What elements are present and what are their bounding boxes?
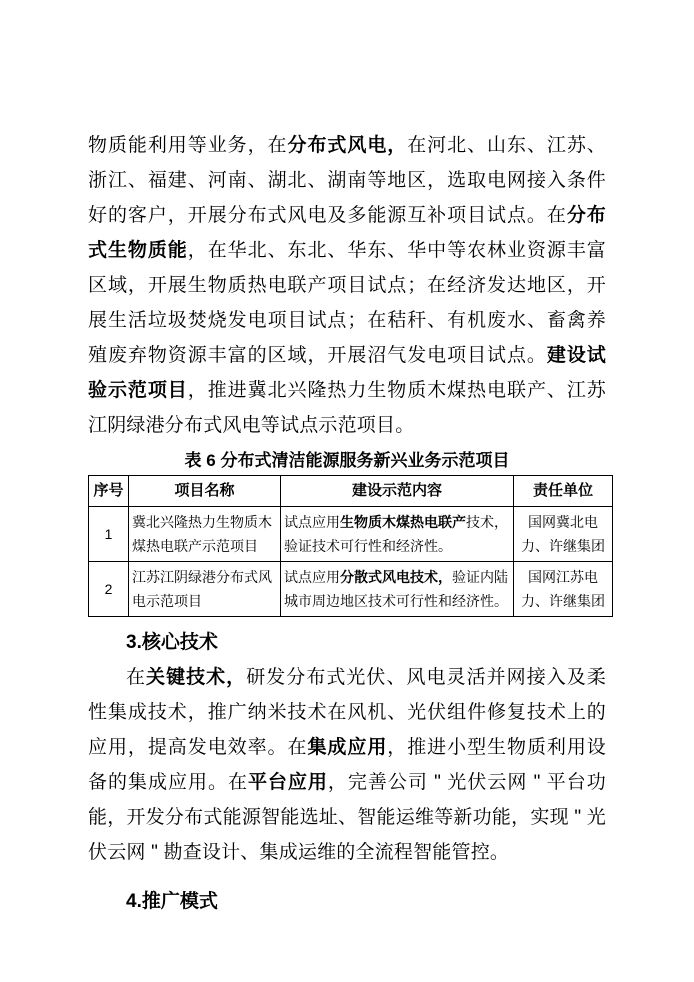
- body-paragraph-continuation: [88, 128, 606, 443]
- bold-text-segment: 平台应用: [247, 772, 328, 793]
- bold-text-segment: 分散式风电技术，: [340, 569, 452, 585]
- table-6-demo-projects: [88, 475, 613, 617]
- section-3-paragraph: [88, 660, 606, 870]
- text-segment: ，在华北、东北、华东、华中等农林业资源丰富区域，开展生物质热电联产项目试点；在经济发达地区，开展生活垃圾焚烧发电项目试点；在秸秆、有机废水、畜禽养殖废弃物资源丰富的区域，开展沼气发电项目试点。: [88, 240, 606, 366]
- text-segment: 在: [126, 667, 147, 688]
- bold-text-segment: 分布式风电，: [287, 135, 408, 156]
- table-row: [89, 507, 613, 562]
- table-6-caption: 表 6 分布式清洁能源服务新兴业务示范项目: [184, 451, 510, 470]
- bold-text-segment: 建设试验示范项目: [88, 345, 606, 401]
- cell-content: [281, 507, 514, 562]
- bold-text-segment: 生物质木煤热电联产: [340, 514, 466, 530]
- cell-project-name: 冀北兴隆热力生物质木煤热电联产示范项目: [129, 507, 281, 562]
- text-segment: ，推进小型生物质利用设备的集成应用。在: [88, 737, 606, 793]
- section-3-heading: 3.核心技术: [126, 632, 218, 653]
- text-segment: 在河北、山东、江苏、浙江、福建、河南、湖北、湖南等地区，选取电网接入条件好的客户，开展分布式风电及多能源互补项目试点。在: [88, 135, 606, 226]
- text-segment: 技术，验证技术可行性和经济性。: [284, 514, 508, 554]
- col-header-project-name: 项目名称: [129, 476, 281, 507]
- cell-content: [281, 562, 514, 617]
- bold-text-segment: 关键技术，: [146, 667, 247, 688]
- cell-project-name: 江苏江阴绿港分布式风电示范项目: [129, 562, 281, 617]
- bold-text-segment: 分布式生物质能: [88, 205, 606, 261]
- col-header-unit: 责任单位: [514, 476, 613, 507]
- table-header-row: [89, 476, 613, 507]
- text-segment: 研发分布式光伏、风电灵活并网接入及柔性集成技术，推广纳米技术在风机、光伏组件修复技术上的应用，提高发电效率。在: [88, 667, 606, 758]
- text-segment: 验证内陆城市周边地区技术可行性和经济性。: [284, 569, 508, 609]
- col-header-content: 建设示范内容: [281, 476, 514, 507]
- text-segment: ，完善公司 " 光伏云网 " 平台功能，开发分布式能源智能选址、智能运维等新功能，实现 " 光伏云网 " 勘查设计、集成运维的全流程智能管控。: [88, 772, 606, 863]
- cell-unit: 国网冀北电力、许继集团: [514, 507, 613, 562]
- section-4-heading: 4.推广模式: [126, 891, 218, 912]
- cell-no: 2: [89, 562, 129, 617]
- text-segment: 物质能利用等业务，在: [88, 135, 288, 156]
- cell-no: 1: [89, 507, 129, 562]
- bold-text-segment: 集成应用: [307, 737, 388, 758]
- text-segment: 试点应用: [284, 569, 340, 585]
- text-segment: ，推进冀北兴隆热力生物质木煤热电联产、江苏江阴绿港分布式风电等试点示范项目。: [88, 380, 606, 436]
- text-segment: 试点应用: [284, 514, 340, 530]
- table-row: [89, 562, 613, 617]
- cell-unit: 国网江苏电力、许继集团: [514, 562, 613, 617]
- col-header-no: 序号: [89, 476, 129, 507]
